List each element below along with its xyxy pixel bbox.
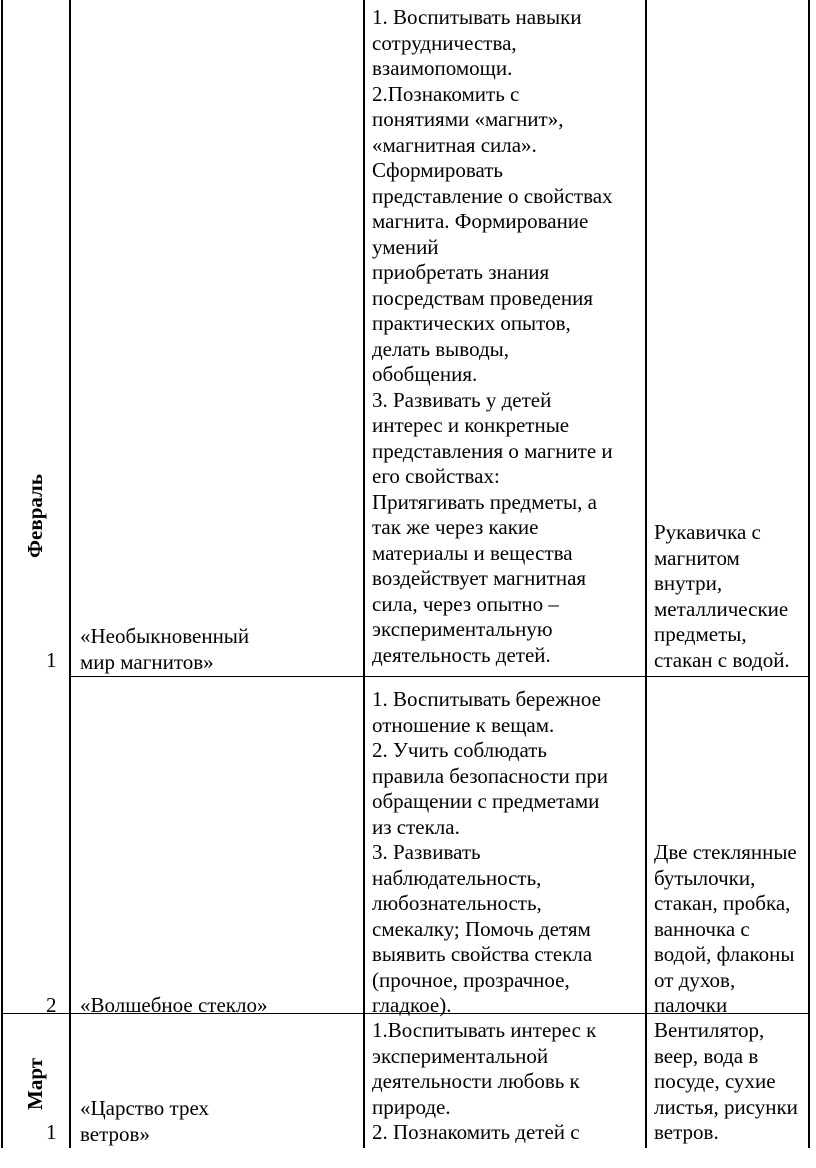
row-number: 2 (46, 993, 57, 1017)
table-border-right (808, 0, 810, 1148)
table-border-col-3 (645, 0, 647, 1148)
month-label-february: Февраль (23, 474, 47, 558)
row-number: 1 (46, 1120, 57, 1144)
row-topic: «Царство трех ветров» (80, 1096, 209, 1146)
row-goals: 1. Воспитывать навыки сотрудничества, взаимопомощи. 2.Познакомить с понятиями «магнит», «магнитная сила». Сформировать представление о свойствах магнита. Формирование умений приобретать знания посредствам проведения практических опытов, делать выводы, обобщения. 3. Развивать у детей интерес и конкретные представления о магните и его свойствах: Притягивать предметы, а так же через какие материалы и вещества воздействует магнитная сила, через опытно – экспериментальную деятельность детей. (372, 5, 613, 667)
row-goals: 1. Воспитывать бережное отношение к вещам. 2. Учить соблюдать правила безопасности при обращении с предметами из стекла. 3. Развивать наблюдательность, любознательность, смекалку; Помочь детям выявить свойства стекла (прочное, прозрачное, гладкое). (372, 687, 609, 1017)
row-goals: 1.Воспитывать интерес к экспериментальной деятельности любовь к природе. 2. Познакомить детей с (372, 1018, 597, 1144)
table-border-col-1 (69, 0, 71, 1148)
row-materials: Две стеклянные бутылочки, стакан, пробка, ванночка с водой, флаконы от духов, палочки (654, 840, 797, 1017)
row-topic: «Волшебное стекло» (80, 993, 268, 1017)
row-divider-february-1 (70, 676, 809, 677)
table-border-left (1, 0, 3, 1148)
row-materials: Вентилятор, веер, вода в посуде, сухие листья, рисунки ветров. (654, 1018, 798, 1144)
row-topic: «Необыкновенный мир магнитов» (80, 624, 250, 674)
row-number: 1 (46, 648, 57, 672)
month-label-march: Март (23, 1057, 47, 1110)
table-border-col-2 (363, 0, 365, 1148)
row-materials: Рукавичка с магнитом внутри, металлические предметы, стакан с водой. (654, 520, 790, 672)
